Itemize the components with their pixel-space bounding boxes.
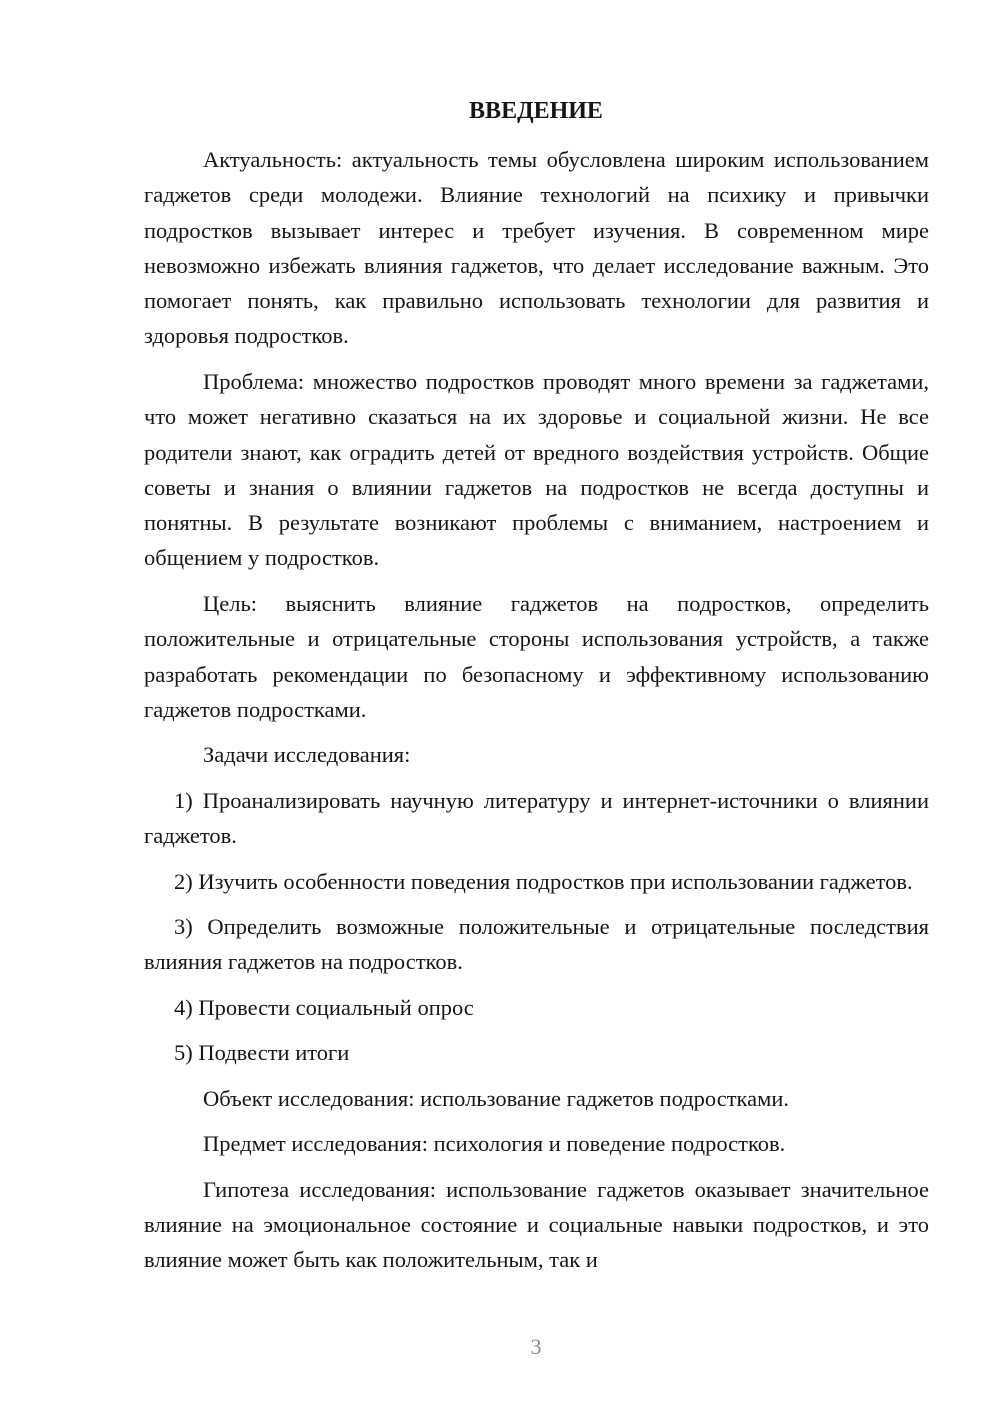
task-item-4: 4) Провести социальный опрос (174, 994, 474, 1020)
paragraph-problem: Проблема: множество подростков проводят много времени за гаджетами, что может негативно сказаться на их здоровье и социальной жизни. Не все родители знают, как оградить детей от вредного воздействия устройств. Общие советы и знания о влиянии гаджетов на подростков не всегда доступны и понятны. В результате возникают проблемы с вниманием, настроением и общением у подростков. (144, 368, 929, 571)
paragraph-subject: Предмет исследования: психология и поведение подростков. (203, 1131, 786, 1157)
task-item-3: 3) Определить возможные положительные и отрицательные последствия влияния гаджетов на подростков. (144, 914, 929, 975)
paragraph-relevance: Актуальность: актуальность темы обусловлена широким использованием гаджетов среди молодежи. Влияние технологий на психику и привычки подростков вызывает интерес и требует изучения. В современном мире невозможно избежать влияния гаджетов, что делает исследование важным. Это помогает понять, как правильно использовать технологии для развития и здоровья подростков. (144, 147, 929, 349)
paragraph-goal: Цель: выяснить влияние гаджетов на подростков, определить положительные и отрицательные стороны использования устройств, а также разработать рекомендации по безопасному и эффективному использованию гаджетов подростками. (144, 590, 929, 722)
paragraph-tasks-heading: Задачи исследования: (203, 742, 411, 768)
paragraph-object: Объект исследования: использование гаджетов подростками. (203, 1085, 790, 1111)
paragraph-hypothesis: Гипотеза исследования: использование гаджетов оказывает значительное влияние на эмоциональное состояние и социальные навыки подростков, и это влияние может быть как положительным, так и (144, 1176, 929, 1273)
section-title: ВВЕДЕНИЕ (469, 98, 603, 124)
body-text (144, 142, 929, 1288)
page-number: 3 (530, 1334, 542, 1359)
task-item-5: 5) Подвести итоги (174, 1040, 350, 1066)
task-item-2: 2) Изучить особенности поведения подростков при использовании гаджетов. (174, 868, 913, 894)
task-item-1: 1) Проанализировать научную литературу и интернет-источники о влиянии гаджетов. (144, 787, 929, 849)
